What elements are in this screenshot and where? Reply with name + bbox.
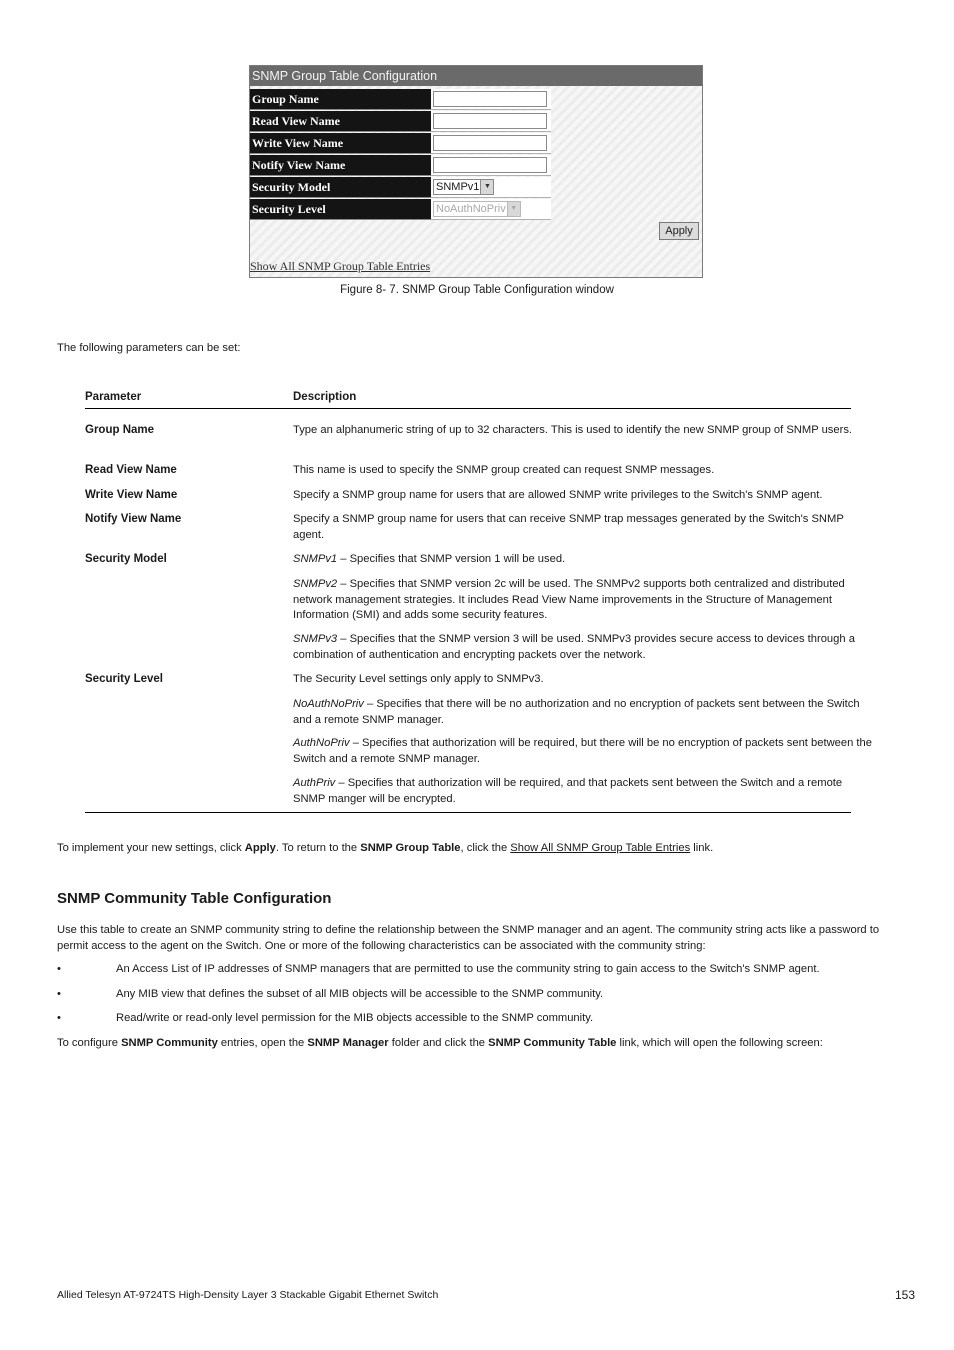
snmp-group-config-window — [249, 65, 703, 278]
term: AuthNoPriv — [293, 737, 350, 749]
page-number: 153 — [894, 1288, 915, 1302]
bullet-marker: • — [57, 963, 61, 975]
param-desc: Specify a SNMP group name for users that are allowed SNMP write privileges to the Switch's SNMP agent. — [293, 489, 823, 501]
security-level-row — [250, 199, 702, 220]
param-name: Write View Name — [85, 489, 178, 501]
intro-text: The following parameters can be set: — [57, 342, 241, 354]
param-desc-item: SNMPv3 – Specifies that the SNMP version 3 will be used. SNMPv3 provides secure access to devices through a combination of authentication and encrypting packets over the network. — [293, 633, 855, 661]
term: NoAuthNoPriv — [293, 698, 364, 710]
show-all-entries-text-link[interactable]: Show All SNMP Group Table Entries — [510, 842, 691, 854]
security-model-value: SNMPv1 — [436, 181, 480, 193]
chevron-down-icon: ▼ — [480, 180, 493, 194]
read-view-name-label: Read View Name — [250, 111, 431, 132]
section-title: SNMP Community Table Configuration — [57, 890, 332, 907]
configure-text: To configure SNMP Community entries, open the SNMP Manager folder and click the SNMP Community Table link, which will open the following screen: — [57, 1037, 823, 1049]
table-header-rule — [85, 408, 851, 409]
security-model-row — [250, 177, 702, 198]
read-view-name-input[interactable] — [433, 113, 547, 129]
apply-button[interactable]: Apply — [659, 222, 699, 240]
param-name: Read View Name — [85, 464, 177, 476]
param-desc-item: AuthNoPriv – Specifies that authorization will be required, but there will be no encryption of packets sent between the Switch and a remote SNMP manager. — [293, 737, 872, 765]
figure-caption: Figure 8- 7. SNMP Group Table Configuration window — [340, 284, 614, 296]
security-model-select[interactable] — [433, 179, 494, 195]
param-desc-item: SNMPv1 – Specifies that SNMP version 1 will be used. — [293, 553, 566, 565]
table-header-description: Description — [293, 391, 357, 403]
security-level-select[interactable] — [433, 201, 521, 217]
param-desc-item: AuthPriv – Specifies that authorization will be required, and that packets sent between the Switch and a remote SNMP manger will be encrypted. — [293, 777, 843, 805]
show-all-entries-link[interactable]: Show All SNMP Group Table Entries — [250, 259, 431, 273]
group-name-row — [250, 89, 702, 110]
bullet-marker: • — [57, 988, 61, 1000]
term: AuthPriv — [293, 777, 336, 789]
param-name: Group Name — [85, 424, 155, 436]
param-name: Security Level — [85, 673, 163, 685]
param-name: Security Model — [85, 553, 167, 565]
bullet-marker: • — [57, 1012, 61, 1024]
group-name-label: Group Name — [250, 89, 431, 110]
community-intro: Use this table to create an SNMP community string to define the relationship between the SNMP manager and an agent. The community string acts like a password to permit access to the agent on the Switch. One or more of the following characteristics can be associated with the community string: — [57, 924, 880, 952]
window-title: SNMP Group Table Configuration — [250, 66, 702, 86]
bullet-item: An Access List of IP addresses of SNMP managers that are permitted to use the community string to gain access to the Switch's SNMP agent. — [116, 963, 820, 975]
table-bottom-rule — [85, 812, 851, 813]
param-name: Notify View Name — [85, 513, 182, 525]
notify-view-name-input[interactable] — [433, 157, 547, 173]
security-level-value: NoAuthNoPriv — [436, 203, 506, 215]
notify-view-name-row — [250, 155, 702, 176]
write-view-name-label: Write View Name — [250, 133, 431, 154]
term: SNMPv1 — [293, 553, 338, 565]
bullet-item: Read/write or read-only level permission for the MIB objects accessible to the SNMP community. — [116, 1012, 594, 1024]
param-desc-item: SNMPv2 – Specifies that SNMP version 2c will be used. The SNMPv2 supports both centralized and distributed network management strategies. It includes Read View Name improvements in the Structure of Management Information (SMI) and adds some security features. — [293, 578, 845, 621]
implement-text: To implement your new settings, click Apply. To return to the SNMP Group Table, click the Show All SNMP Group Table Entries link. — [57, 842, 714, 854]
param-desc-item: NoAuthNoPriv – Specifies that there will be no authorization and no encryption of packets sent between the Switch and a remote SNMP manager. — [293, 698, 860, 726]
write-view-name-row — [250, 133, 702, 154]
table-header-parameter: Parameter — [85, 391, 142, 403]
footer-title: Allied Telesyn AT-9724TS High-Density Layer 3 Stackable Gigabit Ethernet Switch — [57, 1289, 439, 1301]
bullet-item: Any MIB view that defines the subset of all MIB objects will be accessible to the SNMP community. — [116, 988, 604, 1000]
chevron-down-icon: ▼ — [507, 202, 520, 216]
security-model-label: Security Model — [250, 177, 431, 198]
term: SNMPv3 — [293, 633, 338, 645]
group-name-input[interactable] — [433, 91, 547, 107]
param-desc: Type an alphanumeric string of up to 32 characters. This is used to identify the new SNMP group of SNMP users. — [293, 424, 853, 436]
write-view-name-input[interactable] — [433, 135, 547, 151]
term: SNMPv2 — [293, 578, 338, 590]
notify-view-name-label: Notify View Name — [250, 155, 431, 176]
read-view-name-row — [250, 111, 702, 132]
param-desc: The Security Level settings only apply to SNMPv3. — [293, 673, 544, 685]
param-desc: Specify a SNMP group name for users that can receive SNMP trap messages generated by the Switch's SNMP agent. — [293, 513, 844, 541]
param-desc: This name is used to specify the SNMP group created can request SNMP messages. — [293, 464, 715, 476]
security-level-label: Security Level — [250, 199, 431, 220]
